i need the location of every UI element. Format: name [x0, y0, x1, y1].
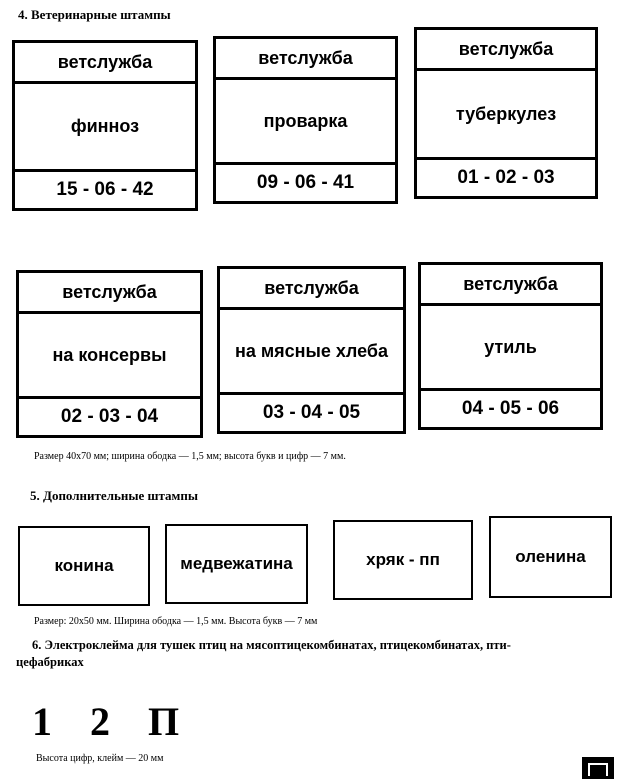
section-4-heading: 4. Ветеринарные штампы: [18, 7, 171, 22]
stamp-service-label: ветслужба: [220, 269, 403, 310]
vet-stamp: [414, 27, 598, 199]
section-6-size-note: Высота цифр, клейм — 20 мм: [36, 753, 164, 764]
vet-stamp: [12, 40, 198, 211]
brand-symbol: 1: [32, 699, 52, 744]
vet-stamp: [217, 266, 406, 434]
stamp-service-label: ветслужба: [216, 39, 395, 80]
section-5-size-note: Размер: 20х50 мм. Ширина ободка — 1,5 мм. Высота букв — 7 мм: [34, 616, 318, 627]
corner-scan-mark: [582, 757, 614, 779]
stamp-code: 02 - 03 - 04: [60, 406, 159, 427]
stamp-code: 15 - 06 - 42: [56, 179, 154, 200]
stamp-purpose-label: утиль: [421, 306, 600, 391]
brand-symbol: П: [148, 699, 180, 744]
extra-stamp: конина: [18, 526, 150, 606]
stamp-purpose-label: туберкулез: [417, 71, 595, 160]
section-6-heading-line1: 6. Электроклейма для тушек птиц на мясоптицекомбинатах, птицекомбинатах, пти-: [32, 638, 511, 652]
vet-stamp: [418, 262, 603, 430]
stamp-service-label: ветслужба: [15, 43, 195, 84]
extra-stamp: оленина: [489, 516, 612, 598]
vet-stamp: [16, 270, 203, 438]
section-4-size-note: Размер 40х70 мм; ширина ободка — 1,5 мм; высота букв и цифр — 7 мм.: [34, 451, 346, 462]
stamp-purpose-label: на мясные хлеба: [220, 310, 403, 395]
stamp-purpose-label: на консервы: [19, 314, 200, 399]
extra-stamp: медвежатина: [165, 524, 308, 604]
stamp-service-label: ветслужба: [19, 273, 200, 314]
stamp-service-label: ветслужба: [417, 30, 595, 71]
extra-stamp: хряк - пп: [333, 520, 473, 600]
stamp-code: 09 - 06 - 41: [256, 172, 355, 193]
vet-stamp: [213, 36, 398, 204]
stamp-service-label: ветслужба: [421, 265, 600, 306]
section-6-heading-line2: цефабриках: [16, 655, 84, 669]
brand-symbol: 2: [90, 699, 110, 744]
electro-brand-symbols: [32, 700, 207, 744]
stamp-code: 04 - 05 - 06: [461, 398, 560, 419]
stamp-code: 01 - 02 - 03: [457, 167, 555, 188]
stamp-code: 03 - 04 - 05: [262, 402, 361, 423]
stamp-purpose-label: финноз: [15, 84, 195, 172]
section-5-heading: 5. Дополнительные штампы: [30, 488, 199, 503]
stamp-purpose-label: проварка: [216, 80, 395, 165]
